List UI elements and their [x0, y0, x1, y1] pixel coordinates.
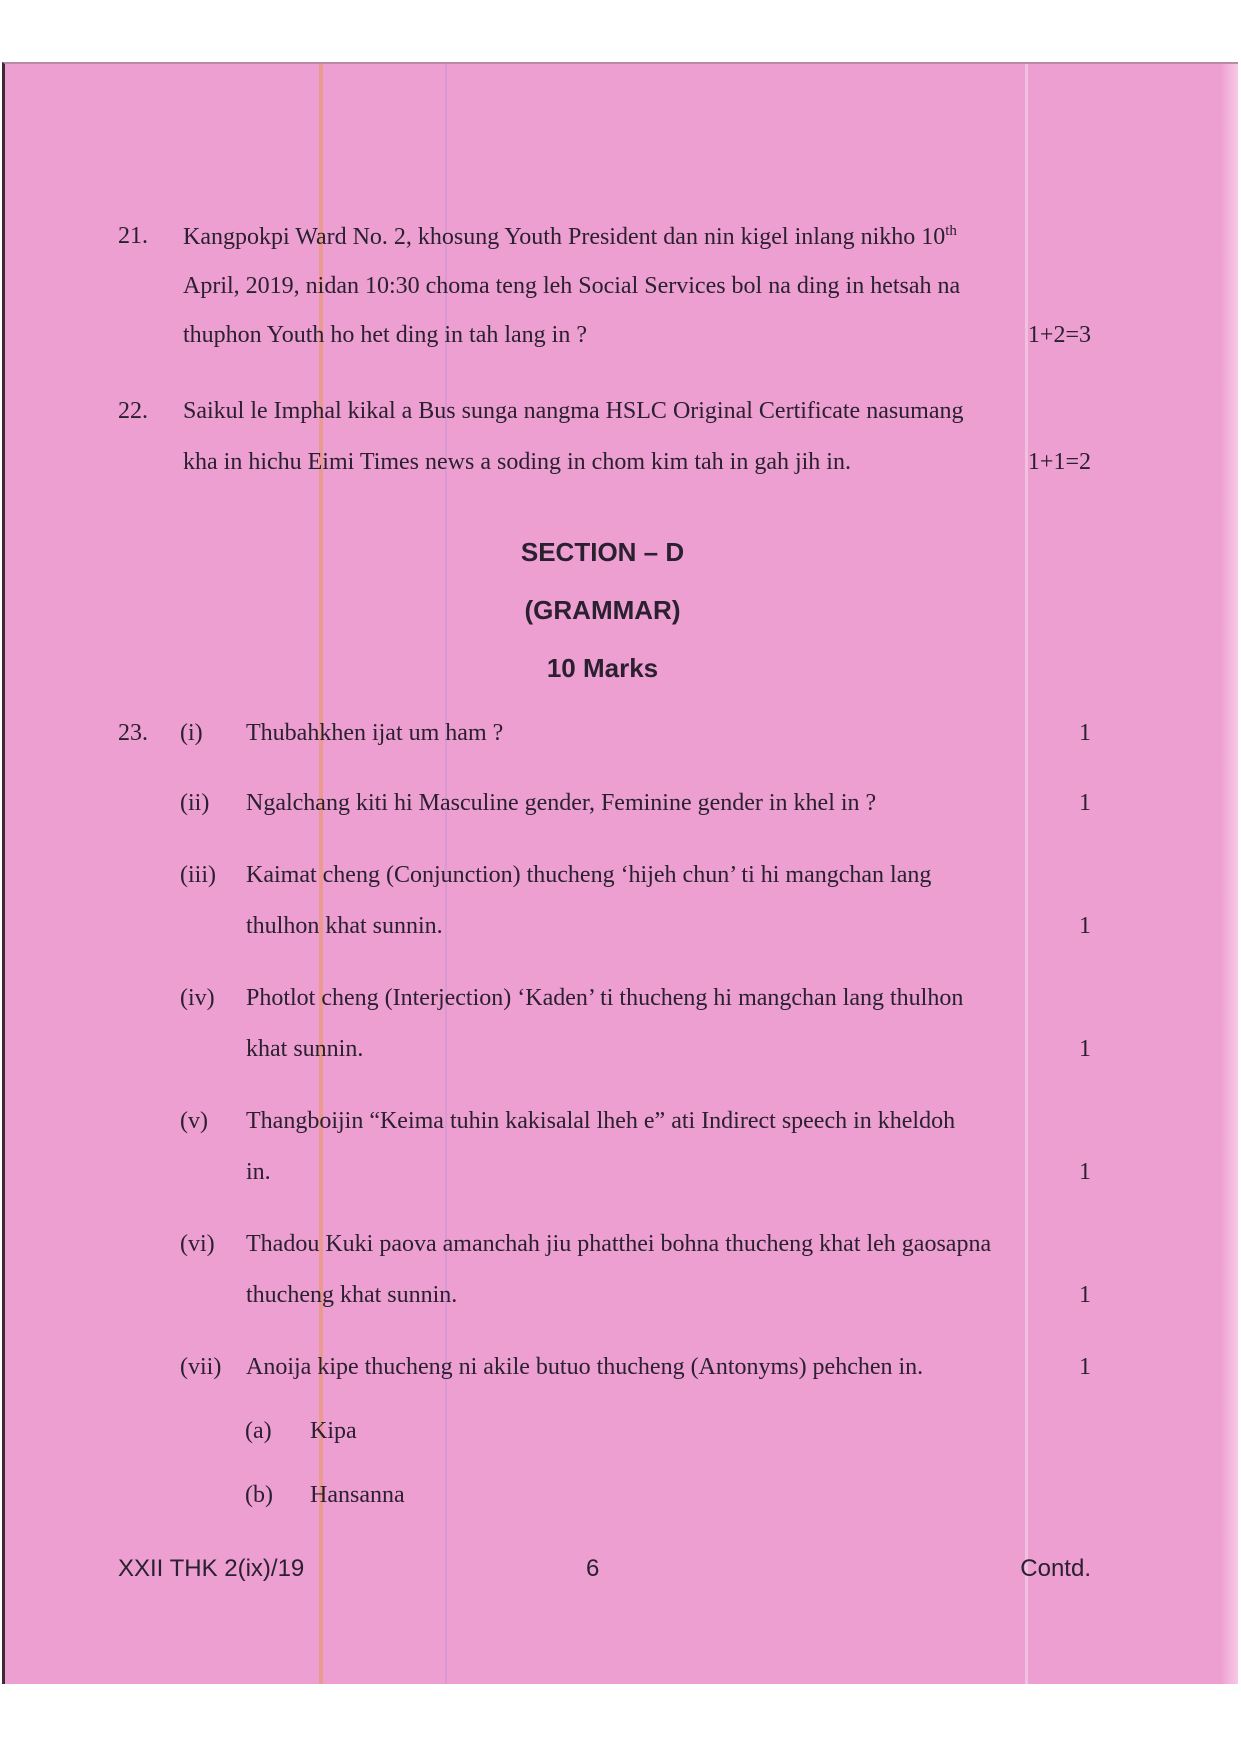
part-marks: 1 [1079, 1159, 1091, 1185]
part-marks: 1 [1079, 1282, 1091, 1308]
section-title: SECTION – D [520, 537, 685, 567]
part-text-line: Photlot cheng (Interjection) ‘Kaden’ ti thucheng hi mangchan lang thulhon [246, 985, 964, 1011]
superscript: th [945, 223, 957, 239]
part-text-line: Ngalchang kiti hi Masculine gender, Feminine gender in khel in ? [246, 790, 877, 816]
part-text-line: thulhon khat sunnin. [246, 913, 443, 939]
part-label: (vi) [180, 1231, 215, 1257]
section-subtitle: (GRAMMAR) [524, 595, 681, 625]
subitem-text: Kipa [310, 1418, 357, 1444]
part-marks: 1 [1079, 913, 1091, 939]
subitem-label: (b) [245, 1482, 273, 1508]
part-marks: 1 [1079, 790, 1091, 816]
part-marks: 1 [1079, 720, 1091, 746]
part-label: (iii) [180, 862, 216, 888]
question-text-line: Saikul le Imphal kikal a Bus sunga nangma HSLC Original Certificate nasumang [183, 398, 964, 424]
subitem-text: Hansanna [310, 1482, 405, 1508]
part-marks: 1 [1079, 1354, 1091, 1380]
part-text-line: Thadou Kuki paova amanchah jiu phatthei bohna thucheng khat leh gaosapna [246, 1231, 992, 1257]
part-text-line: in. [246, 1159, 271, 1185]
part-text-line: Thubahkhen ijat um ham ? [246, 720, 504, 746]
paper-edge [1220, 64, 1238, 1684]
question-text-line: April, 2019, nidan 10:30 choma teng leh Social Services bol na ding in hetsah na [183, 273, 961, 299]
question-text-line: kha in hichu Eimi Times news a soding in chom kim tah in gah jih in. [183, 449, 851, 475]
part-label: (vii) [180, 1354, 222, 1380]
question-number: 22. [118, 398, 148, 424]
part-text-line: Anoija kipe thucheng ni akile butuo thucheng (Antonyms) pehchen in. [246, 1354, 924, 1380]
question-text-line: Kangpokpi Ward No. 2, khosung Youth President dan nin kigel inlang nikho 10th [183, 223, 957, 250]
part-marks: 1 [1079, 1036, 1091, 1062]
section-marks: 10 Marks [546, 653, 659, 683]
part-text-line: Kaimat cheng (Conjunction) thucheng ‘hijeh chun’ ti hi mangchan lang [246, 862, 932, 888]
part-text-line: khat sunnin. [246, 1036, 364, 1062]
part-label: (v) [180, 1108, 208, 1134]
page-number: 6 [586, 1555, 600, 1582]
question-number: 23. [118, 720, 148, 746]
part-label: (iv) [180, 985, 215, 1011]
question-number: 21. [118, 223, 148, 249]
paper-code: XXII THK 2(ix)/19 [118, 1555, 305, 1582]
question-marks: 1+2=3 [1027, 322, 1091, 348]
subitem-label: (a) [245, 1418, 272, 1444]
part-text-line: Thangboijin “Keima tuhin kakisalal lheh e” ati Indirect speech in kheldoh [246, 1108, 956, 1134]
part-label: (ii) [180, 790, 210, 816]
continued-label: Contd. [1020, 1555, 1091, 1582]
question-text-line: thuphon Youth ho het ding in tah lang in ? [183, 322, 587, 348]
part-label: (i) [180, 720, 203, 746]
question-marks: 1+1=2 [1027, 449, 1091, 475]
part-text-line: thucheng khat sunnin. [246, 1282, 458, 1308]
paper-fold-line [1025, 64, 1028, 1684]
